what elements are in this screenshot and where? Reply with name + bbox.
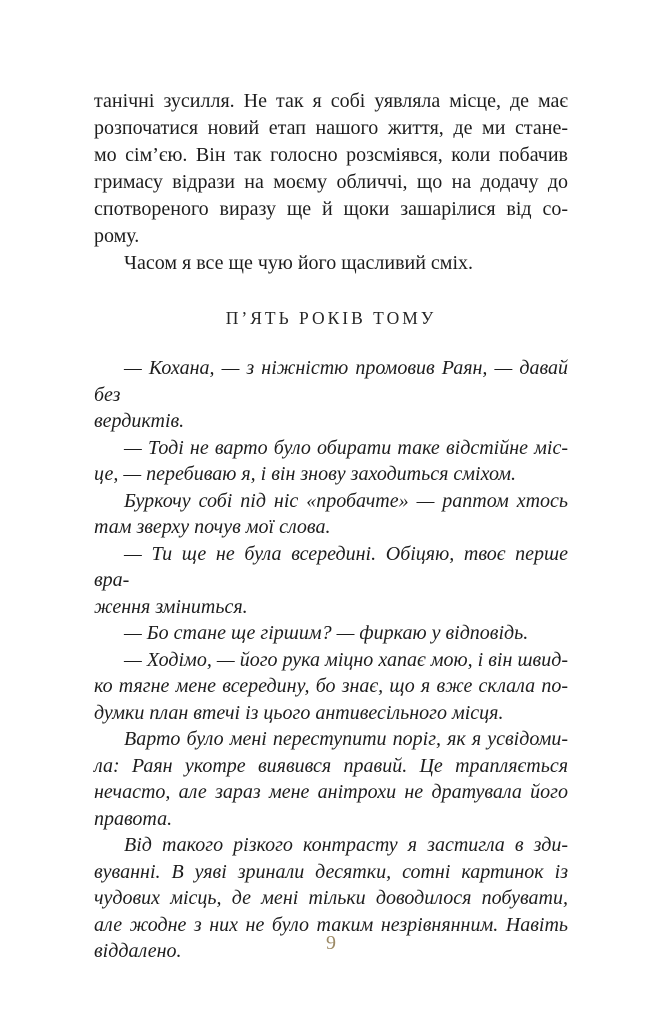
text-line: віддалено. (94, 940, 182, 962)
text-line: Буркочу собі під ніс «пробачте» — раптом хтось (124, 489, 568, 512)
text-block-bottom (94, 355, 568, 965)
text-line: — Кохана, — з ніжністю промовив Раян, — давай без (94, 357, 568, 406)
text-line: там зверху почув мої слова. (94, 516, 331, 538)
text-line: — Ти ще не була всередині. Обіцяю, твоє перше вра- (94, 542, 568, 591)
paragraph (94, 488, 568, 541)
text-line: — Бо стане ще гіршим? — фиркаю у відповідь. (124, 622, 529, 644)
text-line: це, — перебиваю я, і він знову заходиться сміхом. (94, 463, 516, 485)
paragraph (94, 620, 568, 647)
text-line: нечасто, але зараз мене анітрохи не дратувала його (94, 781, 568, 803)
text-line: ження зміниться. (94, 595, 248, 618)
text-line: ла: Раян укотре виявився правий. Це трапляється (94, 754, 568, 777)
text-line: танічні зусилля. Не так я собі уявляла місце, де має (94, 90, 568, 112)
text-line: гримасу відрази на моєму обличчі, що на додачу до (94, 171, 568, 193)
paragraph (94, 250, 568, 277)
text-line: але жодне з них не було таким незрівнянним. Навіть (94, 913, 568, 936)
text-line: правота. (94, 807, 173, 830)
text-line: Варто було мені переступити поріг, як я усвідоми- (124, 728, 568, 750)
paragraph (94, 88, 568, 250)
text-line: чудових місць, де мені тільки доводилося побувати, (94, 887, 568, 909)
page-number: 9 (326, 932, 336, 954)
text-line: — Ходімо, — його рука міцно хапає мою, і він швид- (124, 648, 568, 671)
paragraph (94, 355, 568, 435)
paragraph (94, 726, 568, 832)
text-line: вердиктів. (94, 410, 185, 432)
section-heading: П’ЯТЬ РОКІВ ТОМУ (225, 308, 437, 328)
text-area (94, 88, 568, 965)
text-line: думки план втечі із цього антивесільного місця. (94, 701, 504, 724)
paragraph (94, 541, 568, 621)
text-line: Часом я все ще чую його щасливий сміх. (124, 252, 474, 274)
text-line: мо сім’єю. Він так голосно розсміявся, коли побачив (94, 144, 568, 166)
text-line: вуванні. В уяві зринали десятки, сотні картинок із (94, 860, 568, 883)
paragraph (94, 435, 568, 488)
text-line: Від такого різкого контрасту я застигла в зди- (124, 834, 568, 856)
text-line: рому. (94, 225, 140, 247)
text-line: спотвореного виразу ще й щоки зашарілися від со- (94, 198, 568, 220)
text-line: ко тягне мене всередину, бо знає, що я вже склала по- (94, 675, 568, 697)
paragraph (94, 647, 568, 727)
text-block-top (94, 88, 568, 277)
text-line: — Тоді не варто було обирати таке відстійне міс- (124, 436, 568, 459)
text-line: розпочатися новий етап нашого життя, де ми стане- (94, 117, 568, 139)
